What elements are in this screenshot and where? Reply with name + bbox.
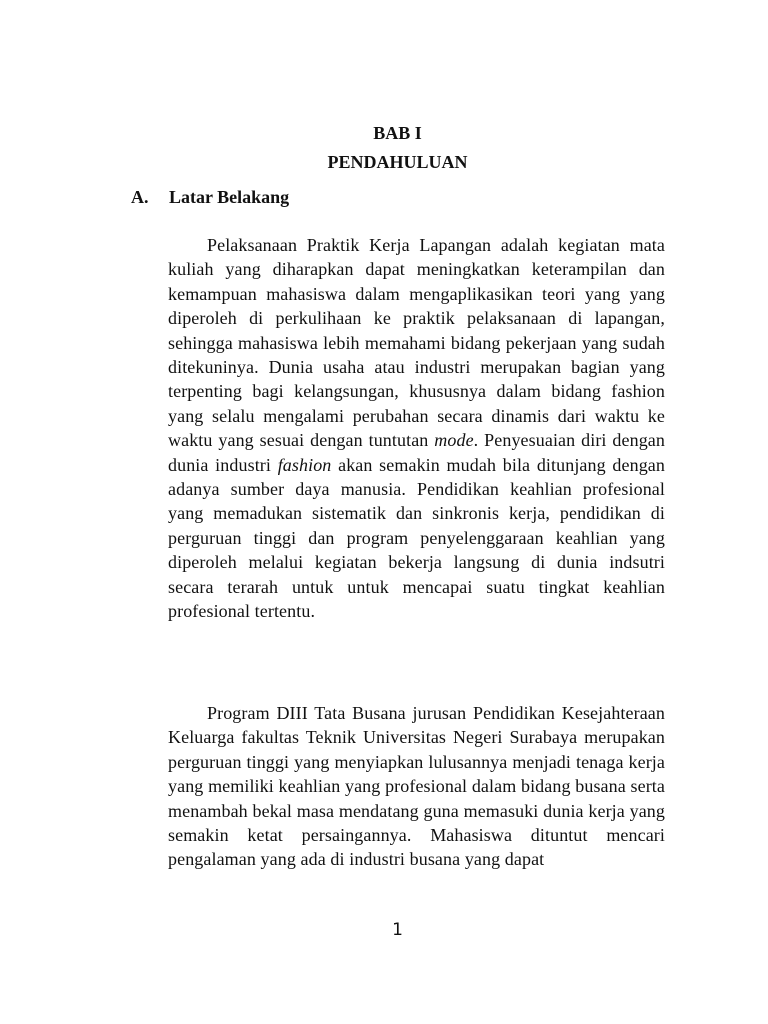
section-number: A.	[131, 187, 149, 207]
chapter-number: BAB I	[373, 123, 422, 143]
paragraph-1	[168, 233, 665, 624]
paragraph-1-part-1: Pelaksanaan Praktik Kerja Lapangan adalah kegiatan mata kuliah yang diharapkan dapat meningkatkan keterampilan dan kemampuan mahasiswa dalam mengaplikasikan teori yang yang diperoleh di perkulihaan ke praktik pelaksanaan di lapangan, sehingga mahasiswa lebih memahami bidang pekerjaan yang sudah ditekuninya. Dunia usaha atau industri merupakan bagian yang terpenting bagi kelangsungan, khususnya dalam bidang fashion yang selalu mengalami perubahan secara dinamis dari waktu ke waktu yang sesuai dengan tuntutan	[168, 235, 665, 451]
paragraph-1-part-3: akan semakin mudah bila ditunjang dengan adanya sumber daya manusia. Pendidikan keahlian profesional yang memadukan sistematik dan sinkronis kerja, pendidikan di perguruan tinggi dan program penyelenggaraan keahlian yang diperoleh melalui kegiatan bekerja langsung di dunia indsutri secara terarah untuk untuk mencapai suatu tingkat keahlian profesional tertentu.	[168, 454, 665, 622]
section-title: Latar Belakang	[169, 187, 290, 207]
paragraph-2	[168, 701, 665, 872]
page-number: 1	[392, 920, 403, 940]
italic-term-mode: mode	[434, 430, 474, 451]
chapter-heading	[0, 119, 768, 177]
chapter-title: PENDAHULUAN	[327, 152, 468, 172]
section-heading	[131, 184, 289, 210]
paragraph-1-part-2: . Penyesuaian diri dengan dunia industri	[168, 430, 665, 475]
paragraph-2-text: Program DIII Tata Busana jurusan Pendidikan Kesejahteraan Keluarga fakultas Teknik Universitas Negeri Surabaya merupakan perguruan tinggi yang menyiapkan lulusannya menjadi tenaga kerja yang memiliki keahlian yang profesional dalam bidang busana serta menambah bekal masa mendatang guna memasuki dunia kerja yang semakin ketat persaingannya. Mahasiswa dituntut mencari pengalaman yang ada di industri busana yang dapat	[168, 703, 665, 870]
italic-term-fashion: fashion	[277, 454, 332, 475]
